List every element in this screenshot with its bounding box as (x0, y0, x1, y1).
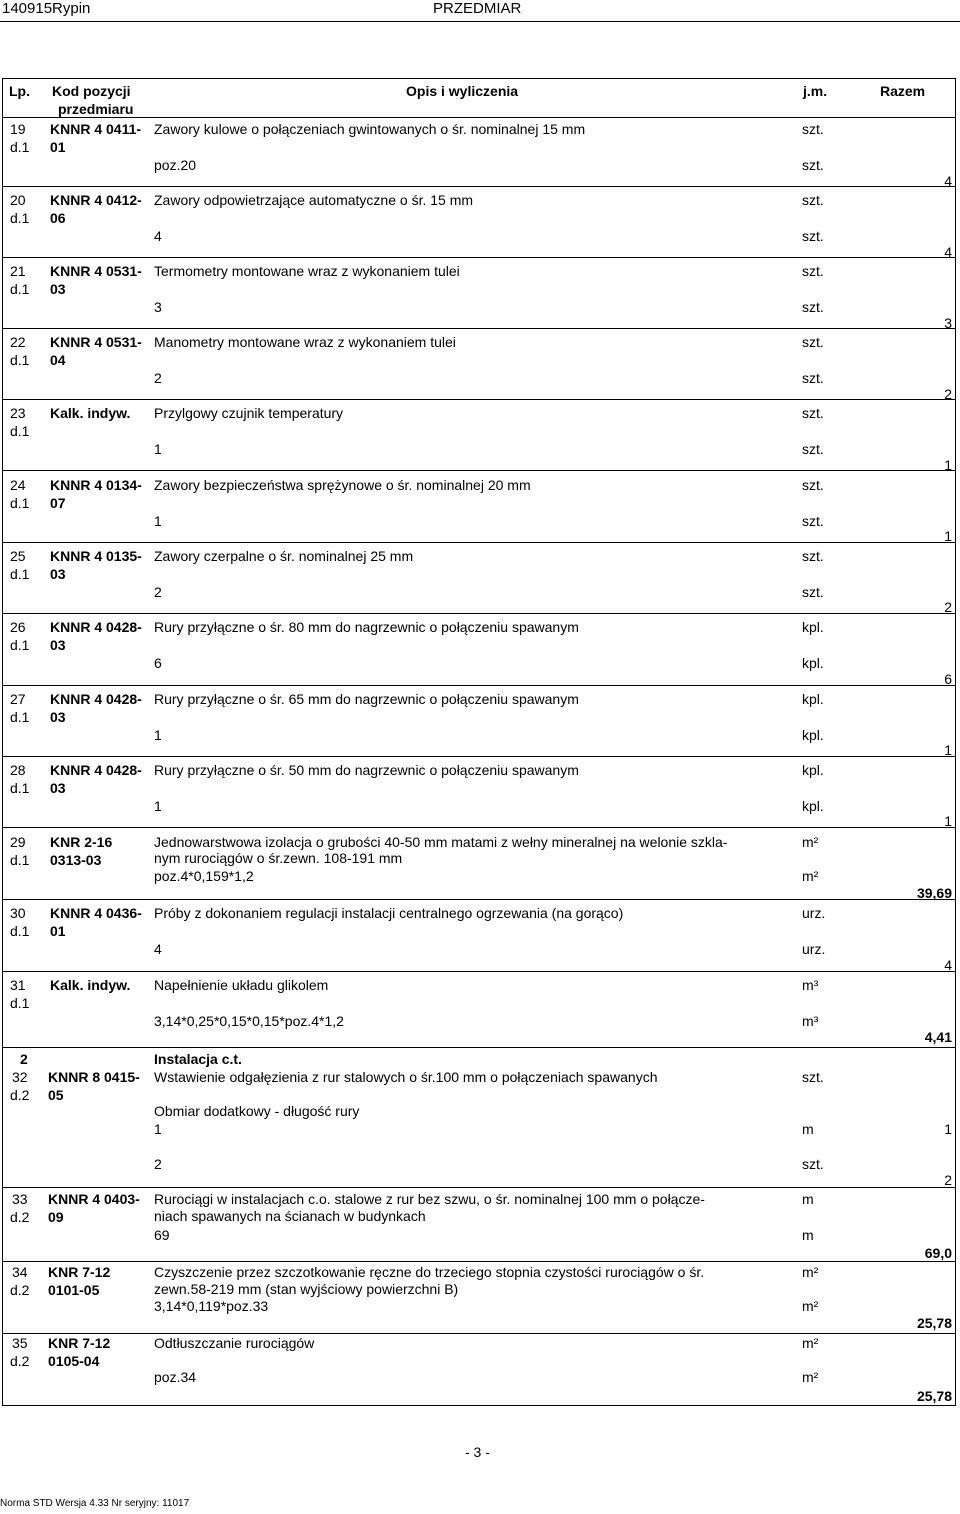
row-divider (2, 257, 956, 258)
row-calc-unit: szt. (802, 299, 824, 315)
row-part: d.1 (10, 352, 30, 368)
row-description: nym rurociągów o śr.zewn. 108-191 mm (154, 850, 403, 866)
row-lp: 29 (10, 834, 26, 850)
row-total: 1 (944, 742, 952, 758)
row-lp: 28 (10, 762, 26, 778)
row-description: Zawory kulowe o połączeniach gwintowanych o śr. nominalnej 15 mm (154, 121, 586, 137)
row-description: Zawory bezpieczeństwa sprężynowe o śr. nominalnej 20 mm (154, 477, 531, 493)
row-code: KNNR 4 0531- (50, 263, 142, 279)
row-unit: szt. (802, 548, 824, 564)
row-unit: szt. (802, 1069, 824, 1085)
row-total: 25,78 (916, 1315, 952, 1331)
row-calculation: 3,14*0,25*0,15*0,15*poz.4*1,2 (154, 1013, 344, 1029)
col-lp: Lp. (9, 83, 30, 99)
row-calc-unit: szt. (802, 441, 824, 457)
section-title: Instalacja c.t. (154, 1051, 242, 1067)
row-description: Zawory odpowietrzające automatyczne o śr. 15 mm (154, 192, 474, 208)
col-kod-line1: Kod pozycji (52, 83, 131, 99)
row-unit: m (802, 1191, 814, 1207)
footer-info: Norma STD Wersja 4.33 Nr seryjny: 11017 (0, 1498, 190, 1509)
row-description: Próby z dokonaniem regulacji instalacji centralnego ogrzewania (na gorąco) (154, 905, 624, 921)
row-unit: szt. (802, 405, 824, 421)
row-divider (2, 1047, 956, 1048)
row-part: d.2 (10, 1282, 30, 1298)
row-code: KNNR 4 0411- (50, 121, 142, 137)
row-calculation: 1 (154, 727, 162, 743)
row-code: 0101-05 (48, 1282, 100, 1298)
row-description: Rurociągi w instalacjach c.o. stalowe z rur bez szwu, o śr. nominalnej 100 mm o połącze- (154, 1191, 705, 1207)
row-lp: 24 (10, 477, 26, 493)
row-code: 03 (50, 281, 66, 297)
row-total: 69,0 (924, 1245, 952, 1261)
row-lp: 27 (10, 691, 26, 707)
row-code: 04 (50, 352, 66, 368)
row-total: 25,78 (916, 1388, 952, 1404)
row-calculation: 2 (154, 584, 162, 600)
row-calc-unit: szt. (802, 1156, 824, 1172)
row-part: d.1 (10, 566, 30, 582)
row-code: KNNR 4 0436- (50, 905, 142, 921)
row-calculation: 2 (154, 1156, 162, 1172)
row-calculation: 3 (154, 299, 162, 315)
row-lp: 21 (10, 263, 26, 279)
row-code: 03 (50, 780, 66, 796)
col-jm: j.m. (803, 83, 828, 99)
row-code: KNNR 8 0415- (48, 1069, 140, 1085)
row-unit: szt. (802, 192, 824, 208)
row-unit: szt. (802, 334, 824, 350)
header-rule (0, 21, 960, 22)
row-calc-unit: m² (802, 1298, 819, 1314)
row-description: Rury przyłączne o śr. 65 mm do nagrzewnic o połączeniu spawanym (154, 691, 579, 707)
row-unit: kpl. (802, 619, 824, 635)
row-description: Jednowarstwowa izolacja o grubości 40-50 mm matami z wełny mineralnej na welonie szkla- (154, 834, 728, 850)
row-code: KNR 2-16 (50, 834, 113, 850)
row-divider (2, 1187, 956, 1188)
page-header (0, 0, 960, 22)
row-unit: m² (802, 1335, 819, 1351)
row-part: d.1 (10, 139, 30, 155)
row-divider (2, 470, 956, 471)
row-code: 09 (48, 1209, 64, 1225)
col-opis: Opis i wyliczenia (406, 83, 519, 99)
row-part: d.1 (10, 923, 30, 939)
row-unit: kpl. (802, 762, 824, 778)
row-description: zewn.58-219 mm (stan wyjściowy powierzchni B) (154, 1281, 459, 1297)
row-description: Rury przyłączne o śr. 50 mm do nagrzewnic o połączeniu spawanym (154, 762, 579, 778)
row-lp: 30 (10, 905, 26, 921)
row-total: 1 (944, 528, 952, 544)
row-calculation: 1 (154, 513, 162, 529)
row-code: 0105-04 (48, 1353, 100, 1369)
row-code: 07 (50, 495, 66, 511)
row-calculation: 1 (154, 441, 162, 457)
row-description: Rury przyłączne o śr. 80 mm do nagrzewnic o połączeniu spawanym (154, 619, 579, 635)
row-calculation: 4 (154, 228, 162, 244)
row-total: 3 (944, 315, 952, 331)
row-total: 4,41 (924, 1029, 952, 1045)
row-code: 0313-03 (50, 852, 102, 868)
row-calc-unit: szt. (802, 370, 824, 386)
row-unit: szt. (802, 121, 824, 137)
row-calc-unit: kpl. (802, 655, 824, 671)
row-lp: 26 (10, 619, 26, 635)
row-divider (2, 399, 956, 400)
row-part: d.2 (10, 1209, 30, 1225)
row-lp: 25 (10, 548, 26, 564)
row-lp: 35 (12, 1335, 28, 1351)
row-code: 05 (48, 1087, 64, 1103)
row-divider (2, 971, 956, 972)
row-lp: 33 (12, 1191, 28, 1207)
row-extra-value: 1 (154, 1121, 162, 1137)
row-divider (2, 542, 956, 543)
row-part: d.2 (10, 1087, 30, 1103)
page-number: - 3 - (465, 1444, 490, 1460)
row-calc-unit: szt. (802, 584, 824, 600)
row-divider (2, 756, 956, 757)
row-total: 2 (944, 599, 952, 615)
row-description: niach spawanych na ścianach w budynkach (154, 1208, 426, 1224)
row-extra-unit: m (802, 1121, 814, 1137)
row-calculation: 1 (154, 798, 162, 814)
row-code: 01 (50, 139, 66, 155)
row-calculation: 4 (154, 941, 162, 957)
row-code: 03 (50, 709, 66, 725)
row-calculation: poz.20 (154, 157, 197, 173)
row-description: Wstawienie odgałęzienia z rur stalowych o śr.100 mm o połączeniach spawanych (154, 1069, 658, 1085)
row-unit: urz. (802, 905, 826, 921)
row-calc-unit: szt. (802, 513, 824, 529)
row-code: KNNR 4 0428- (50, 619, 142, 635)
row-part: d.1 (10, 995, 30, 1011)
row-part: d.1 (10, 780, 30, 796)
row-part: d.1 (10, 852, 30, 868)
row-code: KNR 7-12 (48, 1264, 111, 1280)
row-code: KNNR 4 0412- (50, 192, 142, 208)
row-part: d.1 (10, 210, 30, 226)
row-total: 4 (944, 244, 952, 260)
row-lp: 32 (12, 1069, 28, 1085)
row-lp: 31 (10, 977, 26, 993)
row-unit: m² (802, 834, 819, 850)
row-description: Zawory czerpalne o śr. nominalnej 25 mm (154, 548, 414, 564)
row-unit: szt. (802, 477, 824, 493)
row-calc-unit: m² (802, 1369, 819, 1385)
row-calc-unit: urz. (802, 941, 826, 957)
row-total: 39,69 (916, 885, 952, 901)
row-divider (2, 613, 956, 614)
row-part: d.1 (10, 423, 30, 439)
row-divider (2, 117, 956, 118)
row-calculation: 6 (154, 655, 162, 671)
row-code: KNNR 4 0135- (50, 548, 142, 564)
row-code: KNNR 4 0531- (50, 334, 142, 350)
row-part: d.1 (10, 709, 30, 725)
row-calc-unit: szt. (802, 228, 824, 244)
row-description: Napełnienie układu glikolem (154, 977, 329, 993)
row-part: d.1 (10, 637, 30, 653)
row-calculation: 3,14*0,119*poz.33 (154, 1298, 269, 1314)
row-code: KNNR 4 0403- (48, 1191, 140, 1207)
row-code: 06 (50, 210, 66, 226)
row-total: 6 (944, 671, 952, 687)
row-code: KNNR 4 0428- (50, 691, 142, 707)
row-divider (2, 685, 956, 686)
row-calc-unit: m² (802, 868, 819, 884)
row-calc-unit: m (802, 1227, 814, 1243)
row-total: 1 (944, 457, 952, 473)
row-lp: 23 (10, 405, 26, 421)
row-lp: 19 (10, 121, 26, 137)
row-lp: 34 (12, 1264, 28, 1280)
row-code: KNNR 4 0134- (50, 477, 142, 493)
row-code: Kalk. indyw. (50, 405, 131, 421)
row-calc-unit: m³ (802, 1013, 819, 1029)
row-part: d.1 (10, 495, 30, 511)
section-number: 2 (20, 1051, 28, 1067)
row-calc-unit: kpl. (802, 798, 824, 814)
row-calculation: poz.34 (154, 1369, 197, 1385)
row-divider (2, 186, 956, 187)
row-code: Kalk. indyw. (50, 977, 131, 993)
row-total: 4 (944, 173, 952, 189)
row-code: 03 (50, 637, 66, 653)
row-lp: 22 (10, 334, 26, 350)
row-lp: 20 (10, 192, 26, 208)
row-unit: szt. (802, 263, 824, 279)
row-calculation: 2 (154, 370, 162, 386)
row-unit: m² (802, 1264, 819, 1280)
row-extra-note: Obmiar dodatkowy - długość rury (154, 1103, 360, 1119)
row-divider (2, 899, 956, 900)
row-unit: m³ (802, 977, 819, 993)
row-total: 1 (944, 813, 952, 829)
row-code: 03 (50, 566, 66, 582)
row-divider (2, 1261, 956, 1262)
row-description: Przylgowy czujnik temperatury (154, 405, 344, 421)
row-divider (2, 328, 956, 329)
row-description: Manometry montowane wraz z wykonaniem tulei (154, 334, 456, 350)
row-description: Termometry montowane wraz z wykonaniem tulei (154, 263, 460, 279)
row-calculation: 69 (154, 1227, 170, 1243)
row-calc-unit: szt. (802, 157, 824, 173)
row-divider (2, 827, 956, 828)
row-code: 01 (50, 923, 66, 939)
row-extra-total: 1 (944, 1121, 952, 1137)
col-razem: Razem (880, 83, 926, 99)
row-description: Odtłuszczanie rurociągów (154, 1335, 315, 1351)
row-total: 2 (944, 386, 952, 402)
row-calculation: poz.4*0,159*1,2 (154, 868, 254, 884)
header-title: PRZEDMIAR (433, 0, 522, 17)
row-total: 2 (944, 1172, 952, 1188)
row-part: d.2 (10, 1353, 30, 1369)
row-unit: kpl. (802, 691, 824, 707)
header-project: 140915Rypin (2, 0, 91, 17)
row-code: KNR 7-12 (48, 1335, 111, 1351)
row-total: 4 (944, 957, 952, 973)
row-part: d.1 (10, 281, 30, 297)
row-calc-unit: kpl. (802, 727, 824, 743)
col-kod-line2: przedmiaru (58, 101, 134, 117)
row-description: Czyszczenie przez szczotkowanie ręczne do trzeciego stopnia czystości rurociągów o śr. (154, 1264, 705, 1280)
row-code: KNNR 4 0428- (50, 762, 142, 778)
